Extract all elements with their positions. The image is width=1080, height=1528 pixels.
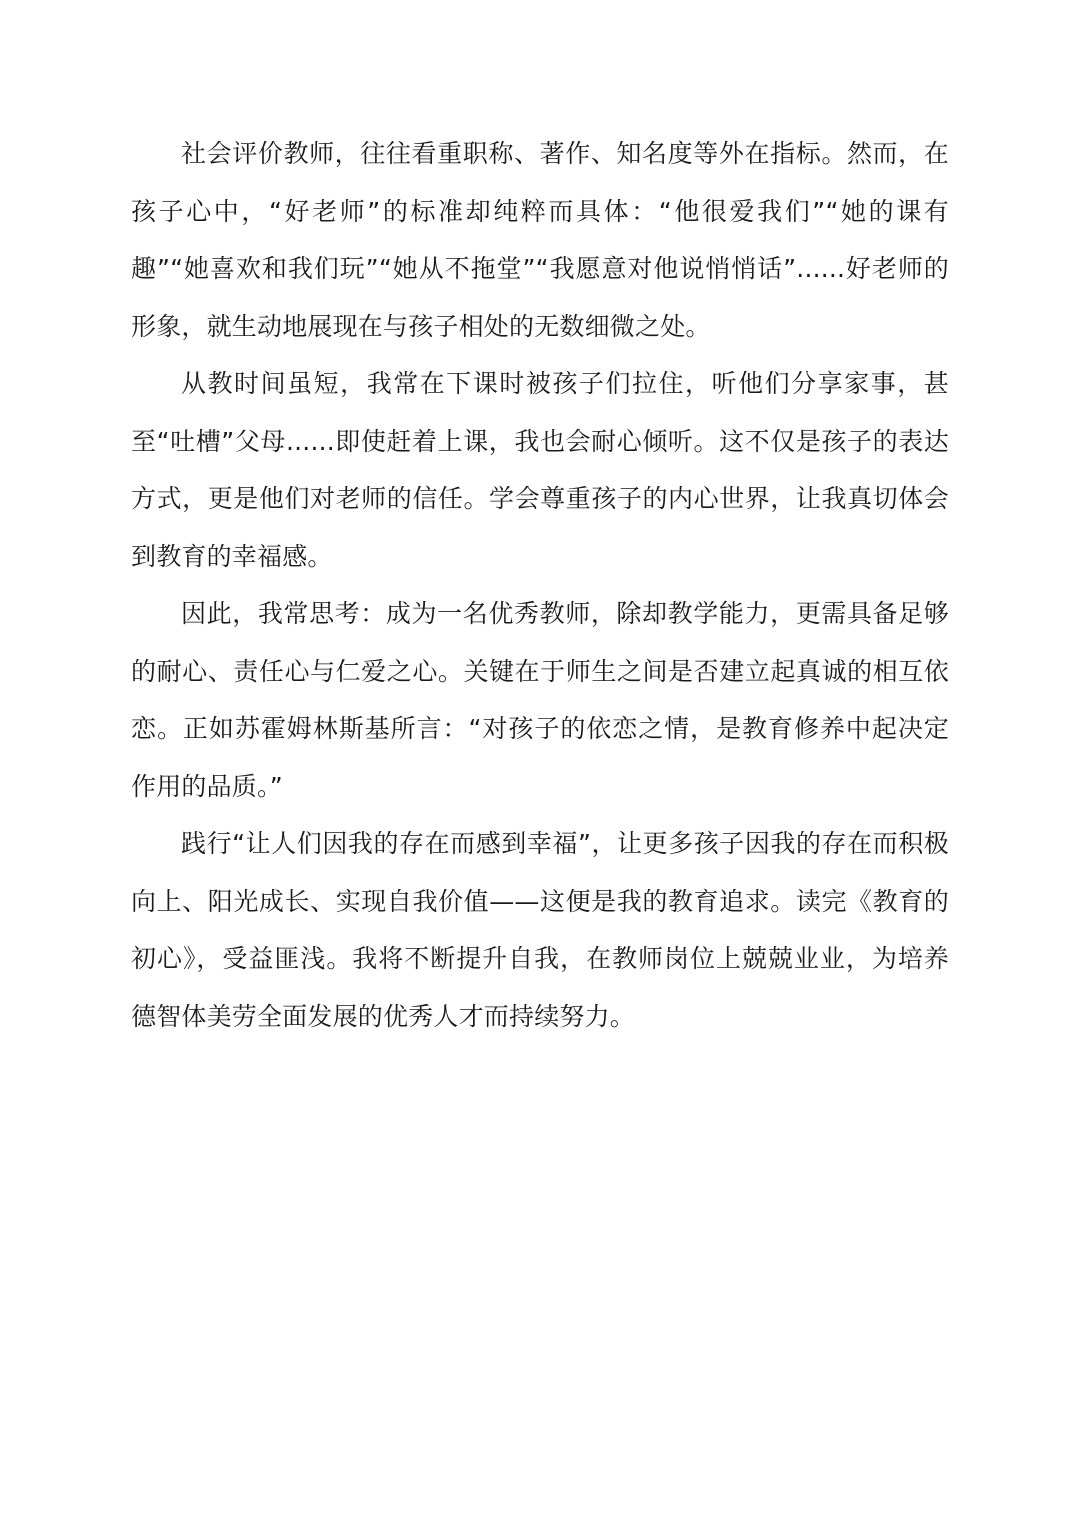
- paragraph-2: 从教时间虽短，我常在下课时被孩子们拉住，听他们分享家事，甚至“吐槽”父母......即使赶着上课，我也会耐心倾听。这不仅是孩子的表达方式，更是他们对老师的信任。学会尊重孩子的内心世界，让我真切体会到教育的幸福感。: [131, 369, 949, 571]
- paragraph-3: 因此，我常思考：成为一名优秀教师，除却教学能力，更需具备足够的耐心、责任心与仁爱之心。关键在于师生之间是否建立起真诚的相互依恋。正如苏霍姆林斯基所言：“对孩子的依恋之情，是教育修养中起决定作用的品质。”: [131, 599, 949, 801]
- paragraph-1: 社会评价教师，往往看重职称、著作、知名度等外在指标。然而，在孩子心中，“好老师”的标准却纯粹而具体：“他很爱我们”“她的课有趣”“她喜欢和我们玩”“她从不拖堂”“我愿意对他说悄悄话”......好老师的形象，就生动地展现在与孩子相处的无数细微之处。: [131, 139, 949, 341]
- paragraph-4: 践行“让人们因我的存在而感到幸福”，让更多孩子因我的存在而积极向上、阳光成长、实现自我价值——这便是我的教育追求。读完《教育的初心》，受益匪浅。我将不断提升自我，在教师岗位上兢兢业业，为培养德智体美劳全面发展的优秀人才而持续努力。: [131, 829, 949, 1031]
- article-body: [131, 125, 949, 1045]
